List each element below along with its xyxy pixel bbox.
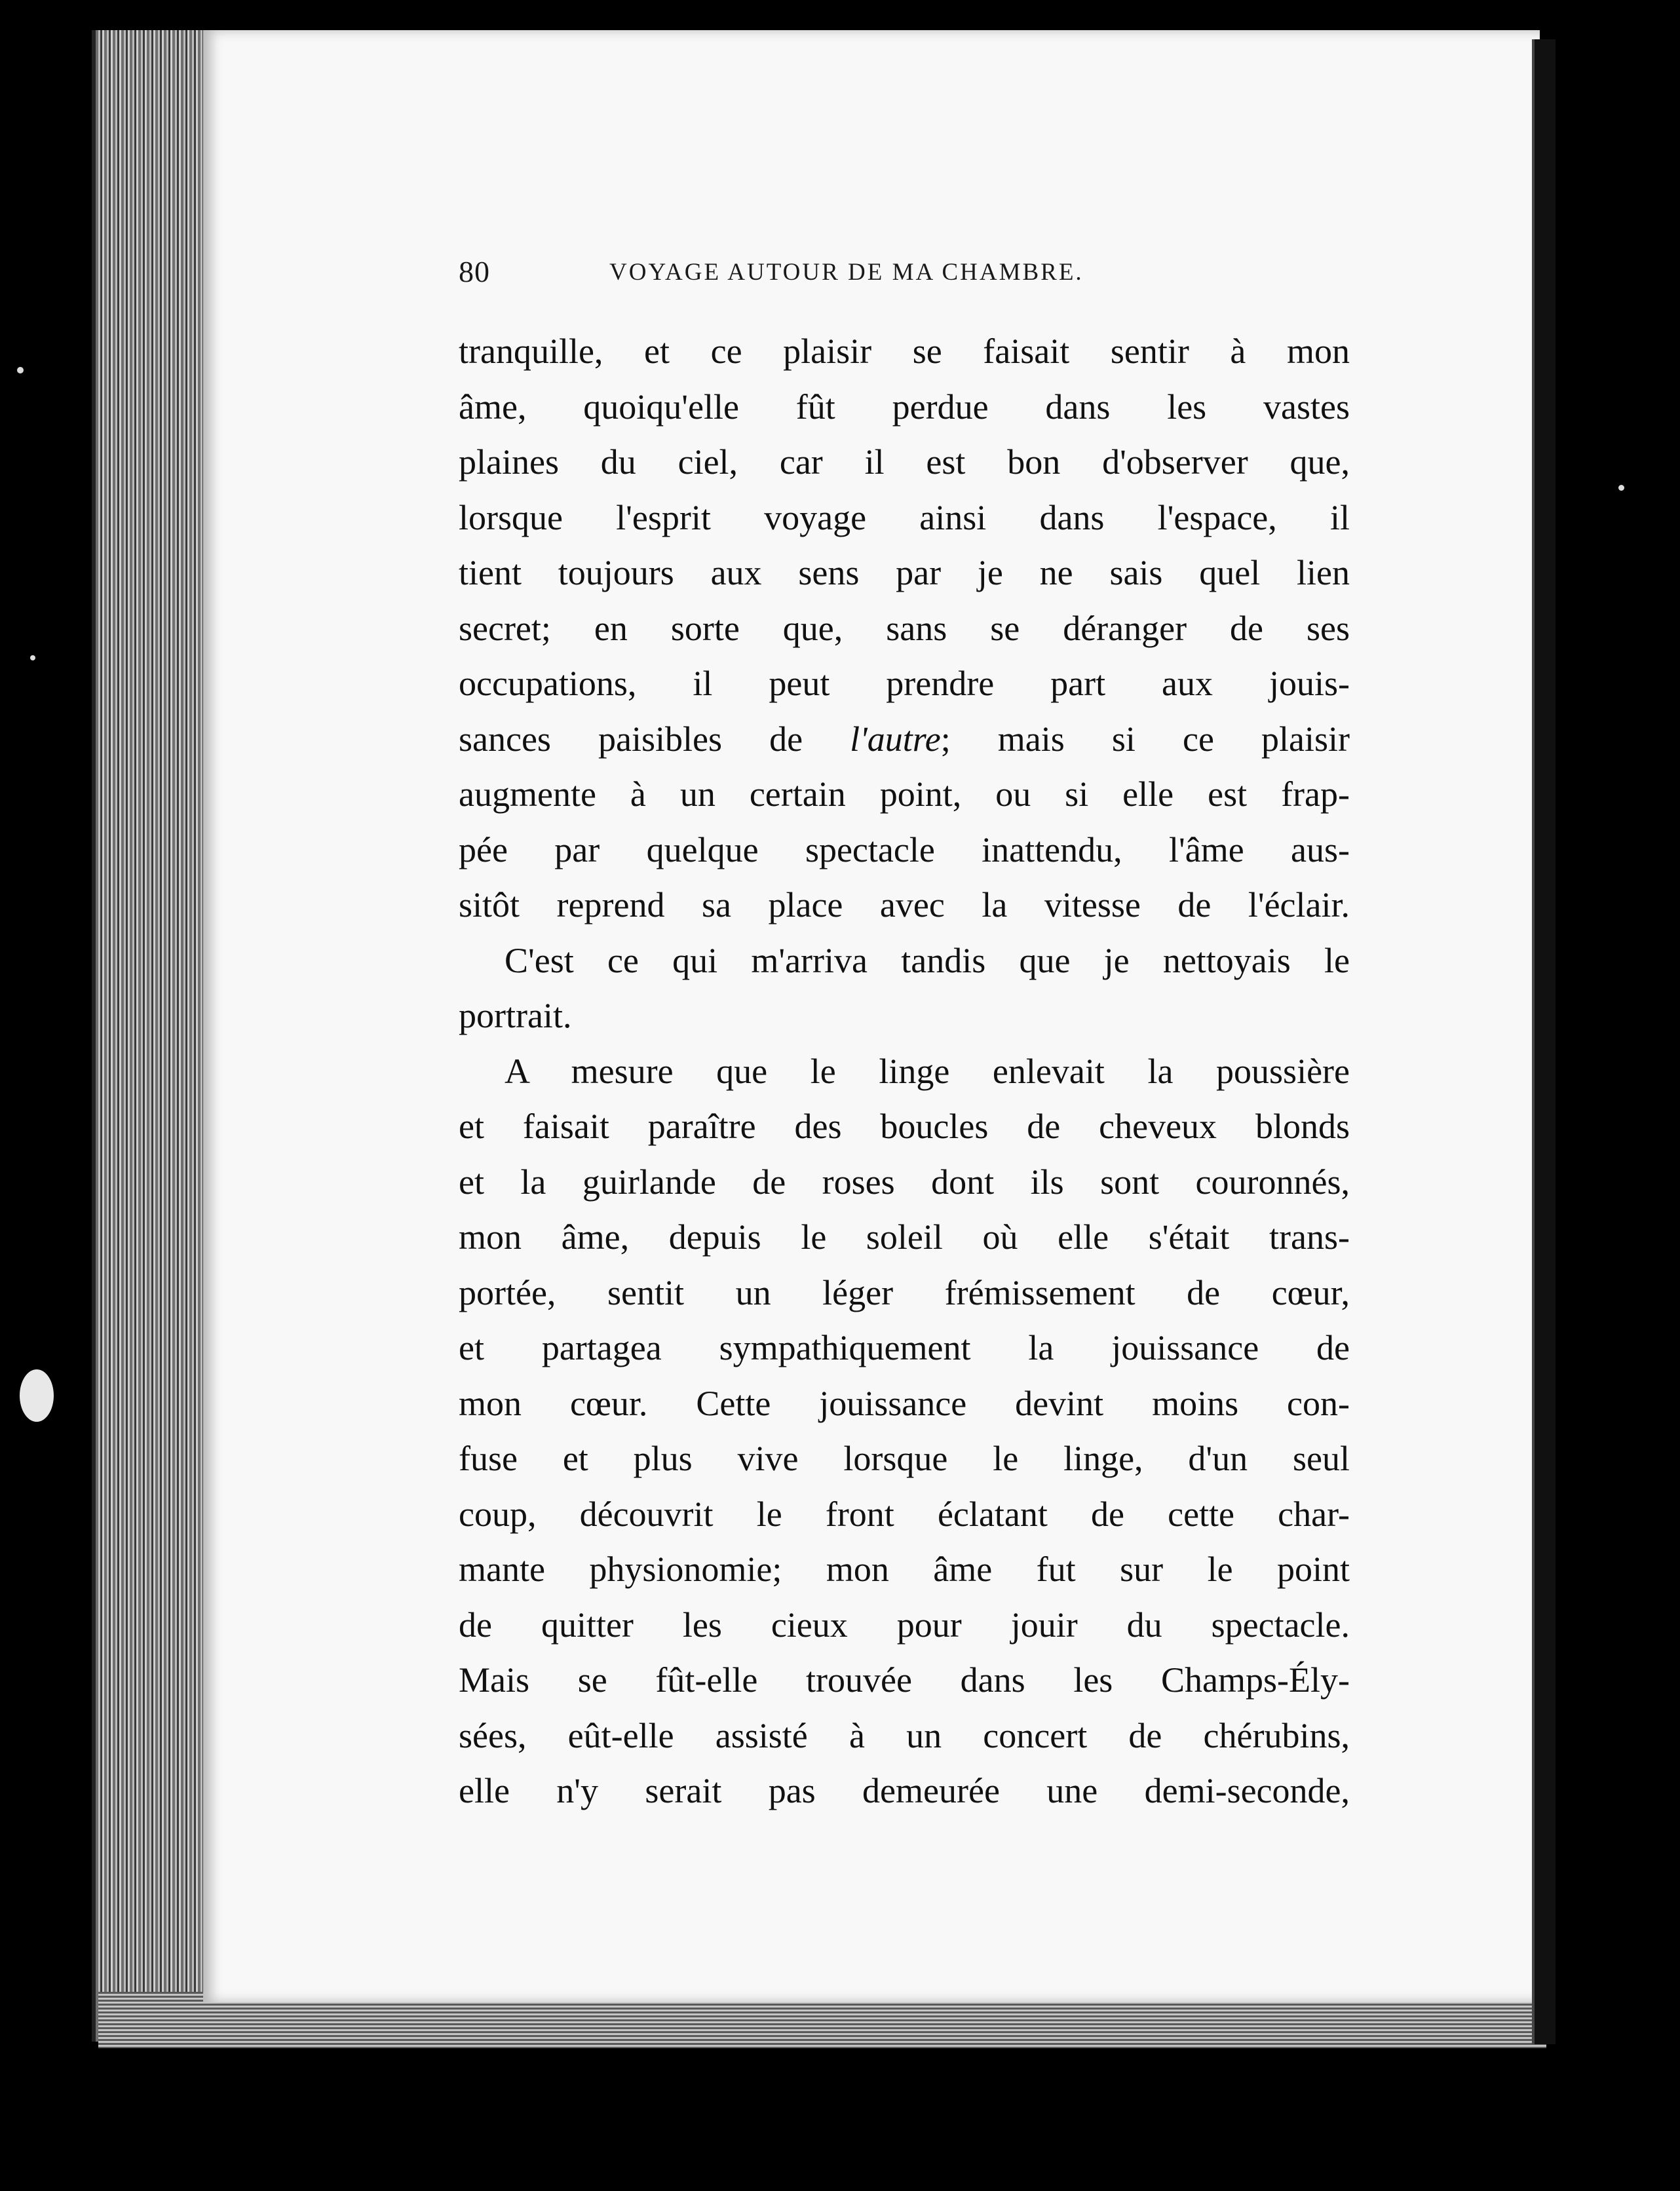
text-line: Mais se fût-elle trouvée dans les Champs-Ély- <box>459 1660 1350 1700</box>
text-line: augmente à un certain point, ou si elle est frap- <box>459 774 1350 814</box>
text-line: plaines du ciel, car il est bon d'observer que, <box>459 442 1350 482</box>
text-line: tient toujours aux sens par je ne sais quel lien <box>459 553 1350 592</box>
scan-speck <box>17 367 24 373</box>
text-line: C'est ce qui m'arriva tandis que je nettoyais le <box>505 940 1350 980</box>
text-line: mon âme, depuis le soleil où elle s'était trans- <box>459 1217 1350 1257</box>
text-line: mon cœur. Cette jouissance devint moins con- <box>459 1383 1350 1423</box>
text-line: âme, quoiqu'elle fût perdue dans les vastes <box>459 387 1350 427</box>
text-line: secret; en sorte que, sans se déranger de ses <box>459 608 1350 648</box>
text-line: fuse et plus vive lorsque le linge, d'un seul <box>459 1439 1350 1478</box>
text-line: et faisait paraître des boucles de cheveux blonds <box>459 1107 1350 1146</box>
italic-word: l'autre <box>850 719 941 759</box>
text-line: pée par quelque spectacle inattendu, l'âme aus- <box>459 829 1350 869</box>
text-line <box>459 712 1350 767</box>
text-line: et partagea sympathiquement la jouissance de <box>459 1328 1350 1367</box>
text-line: sées, eût-elle assisté à un concert de chérubins, <box>459 1715 1350 1755</box>
text-line: A mesure que le linge enlevait la poussière <box>505 1051 1350 1091</box>
scan-speck <box>30 655 35 660</box>
text-line: portrait. <box>459 996 572 1035</box>
scan-speck <box>20 1369 54 1422</box>
text-line: mante physionomie; mon âme fut sur le point <box>459 1550 1350 1589</box>
text-line: de quitter les cieux pour jouir du spectacle. <box>459 1605 1350 1645</box>
running-title: VOYAGE AUTOUR DE MA CHAMBRE. <box>609 259 1084 286</box>
scan-speck <box>1618 485 1624 491</box>
book-right-edge <box>1532 39 1556 2044</box>
text-line: lorsque l'esprit voyage ainsi dans l'espace, il <box>459 497 1350 537</box>
text-line: occupations, il peut prendre part aux jouis- <box>459 664 1350 703</box>
text-segment: ; mais si ce plaisir <box>940 719 1350 759</box>
text-line: coup, découvrit le front éclatant de cette char- <box>459 1494 1350 1534</box>
text-segment: sances paisibles de <box>459 719 803 759</box>
text-line: et la guirlande de roses dont ils sont couronnés, <box>459 1162 1350 1202</box>
page-number: 80 <box>459 255 490 288</box>
text-line: portée, sentit un léger frémissement de cœur, <box>459 1272 1350 1312</box>
running-header <box>459 254 1232 300</box>
text-line: sitôt reprend sa place avec la vitesse de l'éclair. <box>459 885 1350 924</box>
text-line: elle n'y serait pas demeurée une demi-seconde, <box>459 1771 1350 1810</box>
body-text <box>459 324 1350 1819</box>
text-line: tranquille, et ce plaisir se faisait sentir à mon <box>459 332 1350 371</box>
